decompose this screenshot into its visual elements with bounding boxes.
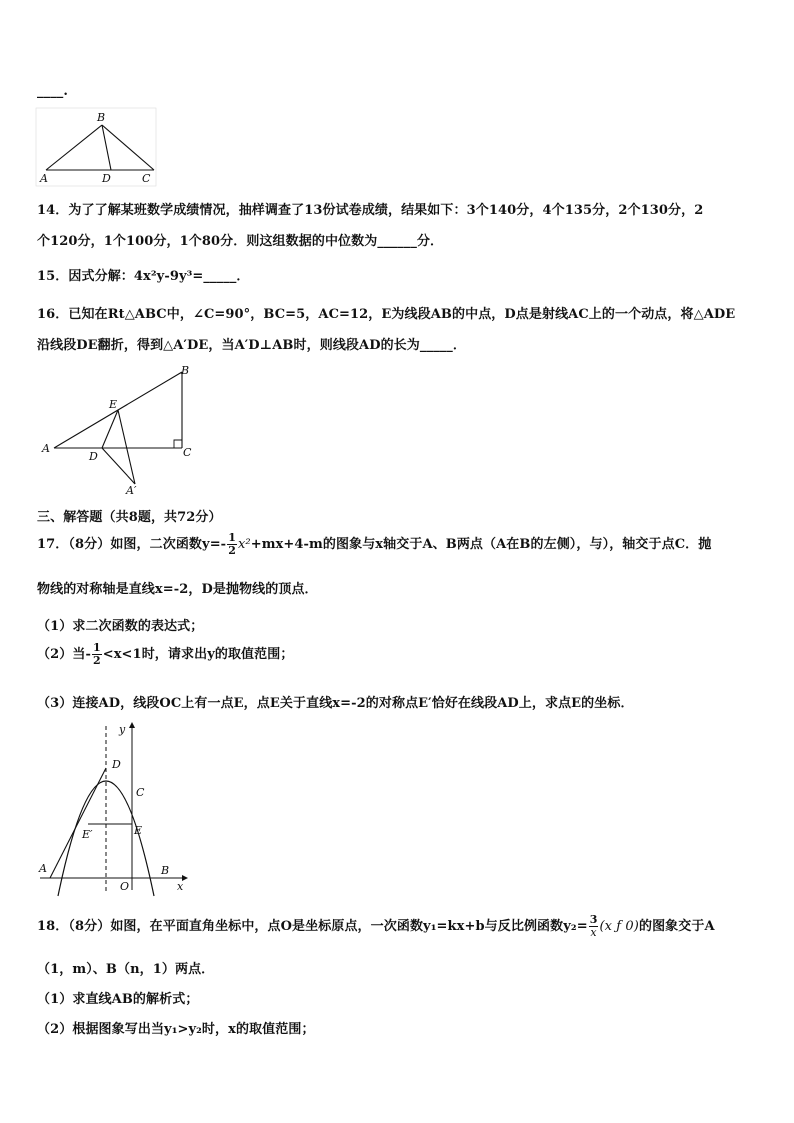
label-b: B [181, 364, 190, 377]
q17-line1: 17．（8分）如图，二次函数y=- $\frac{1}{2}$ x²+mx+4-m的图象与x轴交于A、B两点（A在B的左侧），与），轴交于点C．抛 [37, 531, 712, 557]
q17-part1: （1）求二次函数的表达式； [37, 619, 204, 634]
label-a-prime: A′ [126, 484, 137, 497]
fraction-three-over-x: $\frac{3}{x}$ [589, 913, 598, 939]
label-a: A [39, 862, 47, 875]
figure-triangle-abd [36, 108, 156, 186]
q17-part2: （2）当- $\frac{1}{2}$ <x<1时，请求出y的取值范围； [37, 641, 294, 667]
label-e: E [134, 824, 143, 837]
previous-answer-blank [37, 84, 68, 99]
fraction-half: $\frac{1}{2}$ [228, 531, 236, 557]
q18-part2: （2）根据图象写出当y₁>y₂时，x的取值范围； [37, 1022, 315, 1037]
q18-line1: 18．（8分）如图，在平面直角坐标中，点O是坐标原点，一次函数y₁=kx+b与反比例函数y₂= $\frac{3}{x}$ (x ƒ 0)的图象交于A [37, 913, 715, 939]
label-e-prime: E′ [82, 828, 93, 841]
figure-parabola [36, 716, 196, 896]
label-e: E [109, 398, 118, 411]
label-a: A [40, 172, 48, 185]
label-o: O [120, 880, 130, 893]
q14-line2: 个120分，1个100分，1个80分．则这组数据的中位数为______分． [37, 234, 444, 249]
section-title: 三、解答题（共8题，共72分） [37, 510, 222, 525]
blank-line: ____ [37, 84, 64, 99]
label-b: B [161, 864, 170, 877]
fraction-half: $\frac{1}{2}$ [92, 641, 101, 667]
label-c: C [142, 172, 151, 185]
label-d: D [89, 450, 98, 463]
q18-line2: （1，m）、B（n，1）两点． [37, 962, 215, 977]
q18-part1: （1）求直线AB的解析式； [37, 992, 199, 1007]
label-b: B [97, 111, 106, 124]
label-c: C [136, 786, 145, 799]
label-a: A [42, 442, 50, 455]
label-d: D [112, 758, 121, 771]
q17-part3: （3）连接AD，线段OC上有一点E，点E关于直线x=-2的对称点E′恰好在线段AD上，求点E的坐标． [37, 696, 634, 711]
q16-line1: 16．已知在Rt△ABC中，∠C=90°，BC=5，AC=12，E为线段AB的中点，D点是射线AC上的一个动点，将△ADE [37, 307, 736, 322]
q17-line2: 物线的对称轴是直线x=-2，D是抛物线的顶点． [37, 582, 318, 597]
q16-line2: 沿线段DE翻折，得到△A′DE，当A′D⊥AB时，则线段AD的长为_____． [37, 338, 466, 353]
figure-fold-triangle [40, 362, 200, 500]
label-y: y [119, 723, 126, 736]
period: . [63, 84, 69, 99]
label-d: D [102, 172, 111, 185]
q14-line1: 14．为了了解某班数学成绩情况，抽样调查了13份试卷成绩，结果如下：3个140分，4个135分，2个130分，2 [37, 203, 704, 218]
label-c: C [183, 446, 192, 459]
q15-text: 15．因式分解：4x²y-9y³=_____． [37, 269, 250, 284]
label-x: x [177, 880, 184, 893]
